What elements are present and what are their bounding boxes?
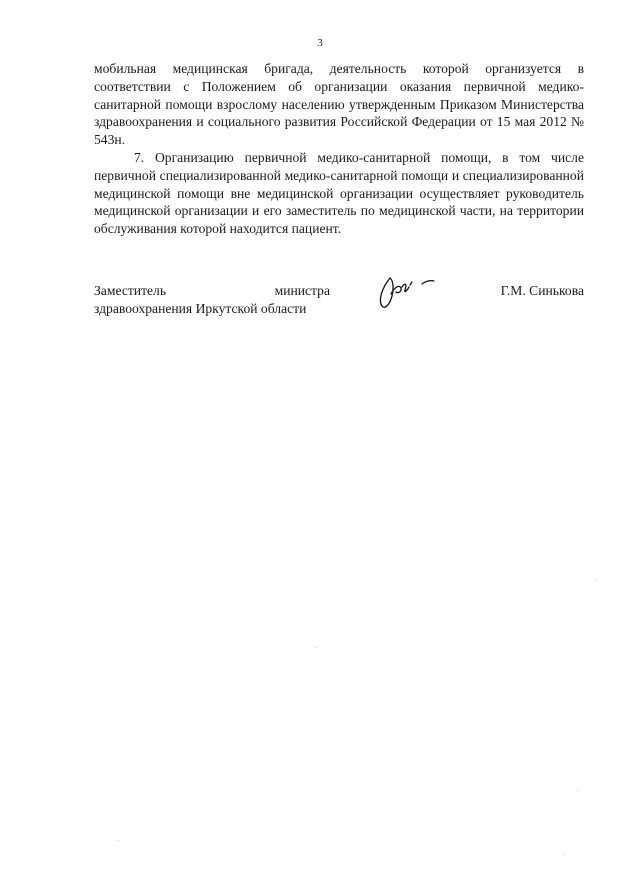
signatory-title-word1: Заместитель: [94, 283, 167, 298]
document-body: [94, 60, 584, 238]
scan-speck: [596, 580, 597, 581]
signatory-name: Г.М. Синькова: [500, 283, 584, 298]
scan-speck: [563, 854, 564, 855]
signatory-title-word2: министра: [274, 283, 330, 298]
signature-block: [94, 282, 584, 322]
signatory-title-line2: здравоохранения Иркутской области: [94, 300, 307, 316]
scan-speck: [118, 840, 119, 841]
handwritten-signature-icon: [374, 270, 444, 320]
signatory-title: [94, 282, 330, 318]
paragraph-item-7: 7. Организацию первичной медико-санитарной помощи, в том числе первичной специализированной медико-санитарной помощи и специализированной медицинской помощи вне медицинской организации осуществляет руководитель медицинской организации и его заместитель по медицинской части, на территории обслуживания которой находится пациент.: [94, 149, 584, 237]
scan-speck: [316, 647, 317, 648]
paragraph-continuation: мобильная медицинская бригада, деятельность которой организуется в соответствии с Положением об организации оказания первичной медико-санитарной помощи взрослому населению утвержденным Приказом Министерства здравоохранения и социального развития Российской Федерации от 15 мая 2012 № 543н.: [94, 61, 584, 148]
page-number: 3: [317, 37, 323, 49]
scan-speck: [577, 790, 578, 791]
signatory-title-line1: [94, 282, 330, 300]
